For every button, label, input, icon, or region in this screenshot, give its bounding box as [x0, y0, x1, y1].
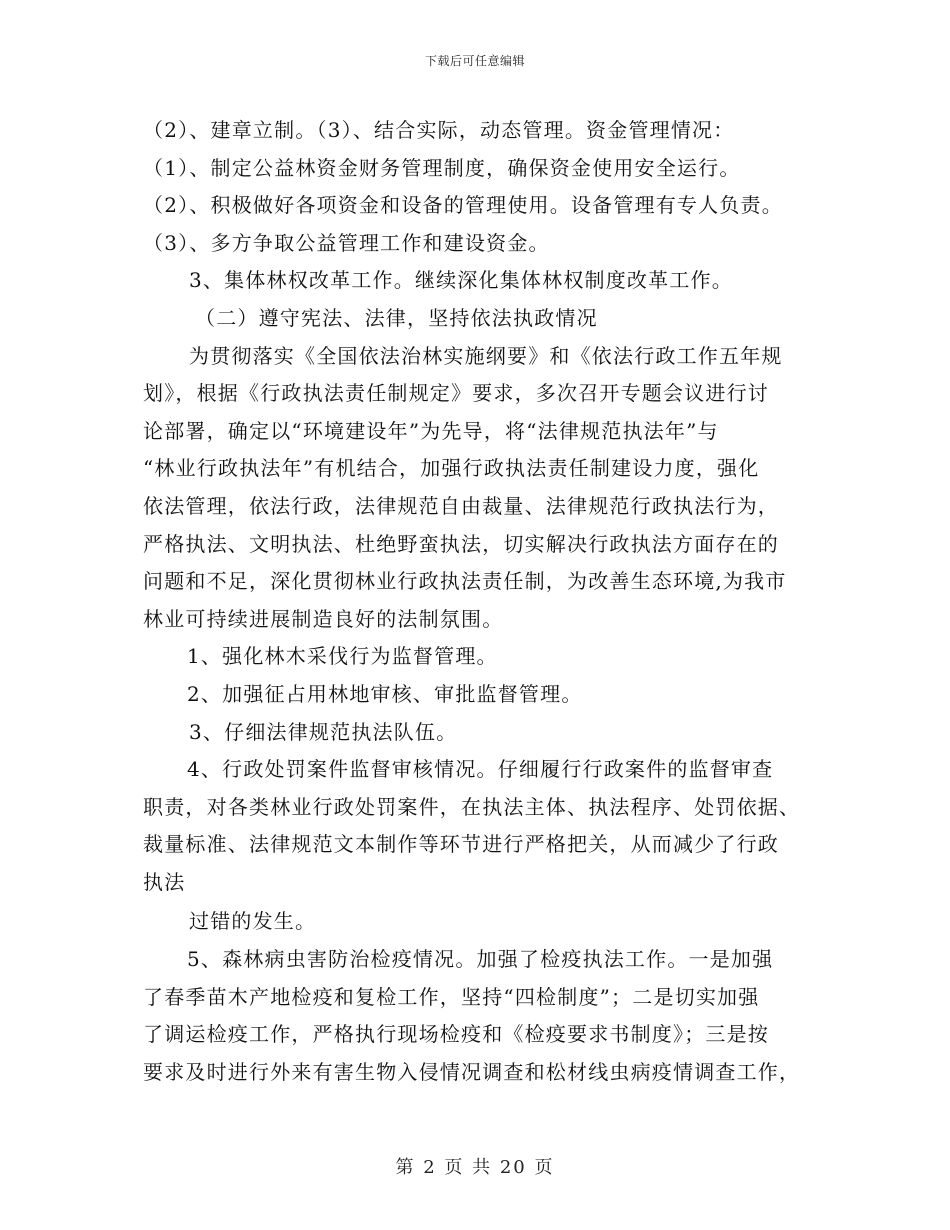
text-line: 裁量标准、法律规范文本制作等环节进行严格把关，从而减少了行政: [143, 832, 779, 857]
text-line: 3、集体林权改革工作。继续深化集体林权制度改革工作。: [189, 268, 733, 293]
text-line: 为贯彻落实《全国依法治林实施纲要》和《依法行政工作五年规: [189, 343, 783, 368]
text-line: （3）、多方争取公益管理工作和建设资金。: [143, 230, 550, 255]
text-line: 了调运检疫工作，严格执行现场检疫和《检疫要求书制度》；三是按: [143, 1022, 769, 1047]
page-header: 下载后可任意编辑: [424, 54, 525, 68]
text-line: “林业行政执法年”有机结合，加强行政执法责任制建设力度，强化: [143, 456, 760, 481]
text-line: 2、加强征占用林地审核、审批监督管理。: [187, 681, 583, 706]
document-body: [143, 112, 813, 1091]
page-number-footer: 第 2 页 共 20 页: [395, 1157, 555, 1178]
text-line: 林业可持续进展制造良好的法制氛围。: [143, 606, 504, 631]
text-line: 依法管理，依法行政，法律规范自由裁量、法律规范行政执法行为，: [143, 493, 779, 518]
text-line: 执法: [143, 869, 186, 894]
text-line: 问题和不足，深化贯彻林业行政执法责任制，为改善生态环境,为我市: [143, 569, 787, 594]
text-line: 职责，对各类林业行政处罚案件，在执法主体、执法程序、处罚依据、: [143, 794, 801, 819]
text-line: （2）、建章立制。（3）、结合实际，动态管理。资金管理情况：: [143, 118, 735, 142]
text-line: 了春季苗木产地检疫和复检工作，坚持“四检制度”；二是切实加强: [143, 984, 760, 1009]
text-line: 论部署，确定以“环境建设年”为先导，将“法律规范执法年”与: [143, 418, 719, 443]
text-line: （2）、积极做好各项资金和设备的管理使用。设备管理有专人负责。: [143, 193, 783, 218]
text-line: 要求及时进行外来有害生物入侵情况调查和松材线虫病疫情调查工作，: [143, 1059, 801, 1084]
text-line: （1）、制定公益林资金财务管理制度，确保资金使用安全运行。: [143, 155, 741, 180]
text-line: 划》，根据《行政执法责任制规定》要求，多次召开专题会议进行讨: [143, 381, 769, 406]
text-line: 过错的发生。: [189, 909, 317, 934]
text-line: 严格执法、文明执法、杜绝野蛮执法，切实解决行政执法方面存在的: [143, 531, 779, 556]
text-line: 5、森林病虫害防治检疫情况。加强了检疫执法工作。一是加强: [187, 947, 774, 972]
text-line: 4、行政处罚案件监督审核情况。仔细履行行政案件的监督审查: [187, 757, 774, 782]
text-line: 3、仔细法律规范执法队伍。: [189, 719, 458, 744]
text-line: 1、强化林木采伐行为监督管理。: [187, 644, 498, 669]
section-heading: （二）遵守宪法、法律，坚持依法执政情况: [195, 305, 598, 330]
